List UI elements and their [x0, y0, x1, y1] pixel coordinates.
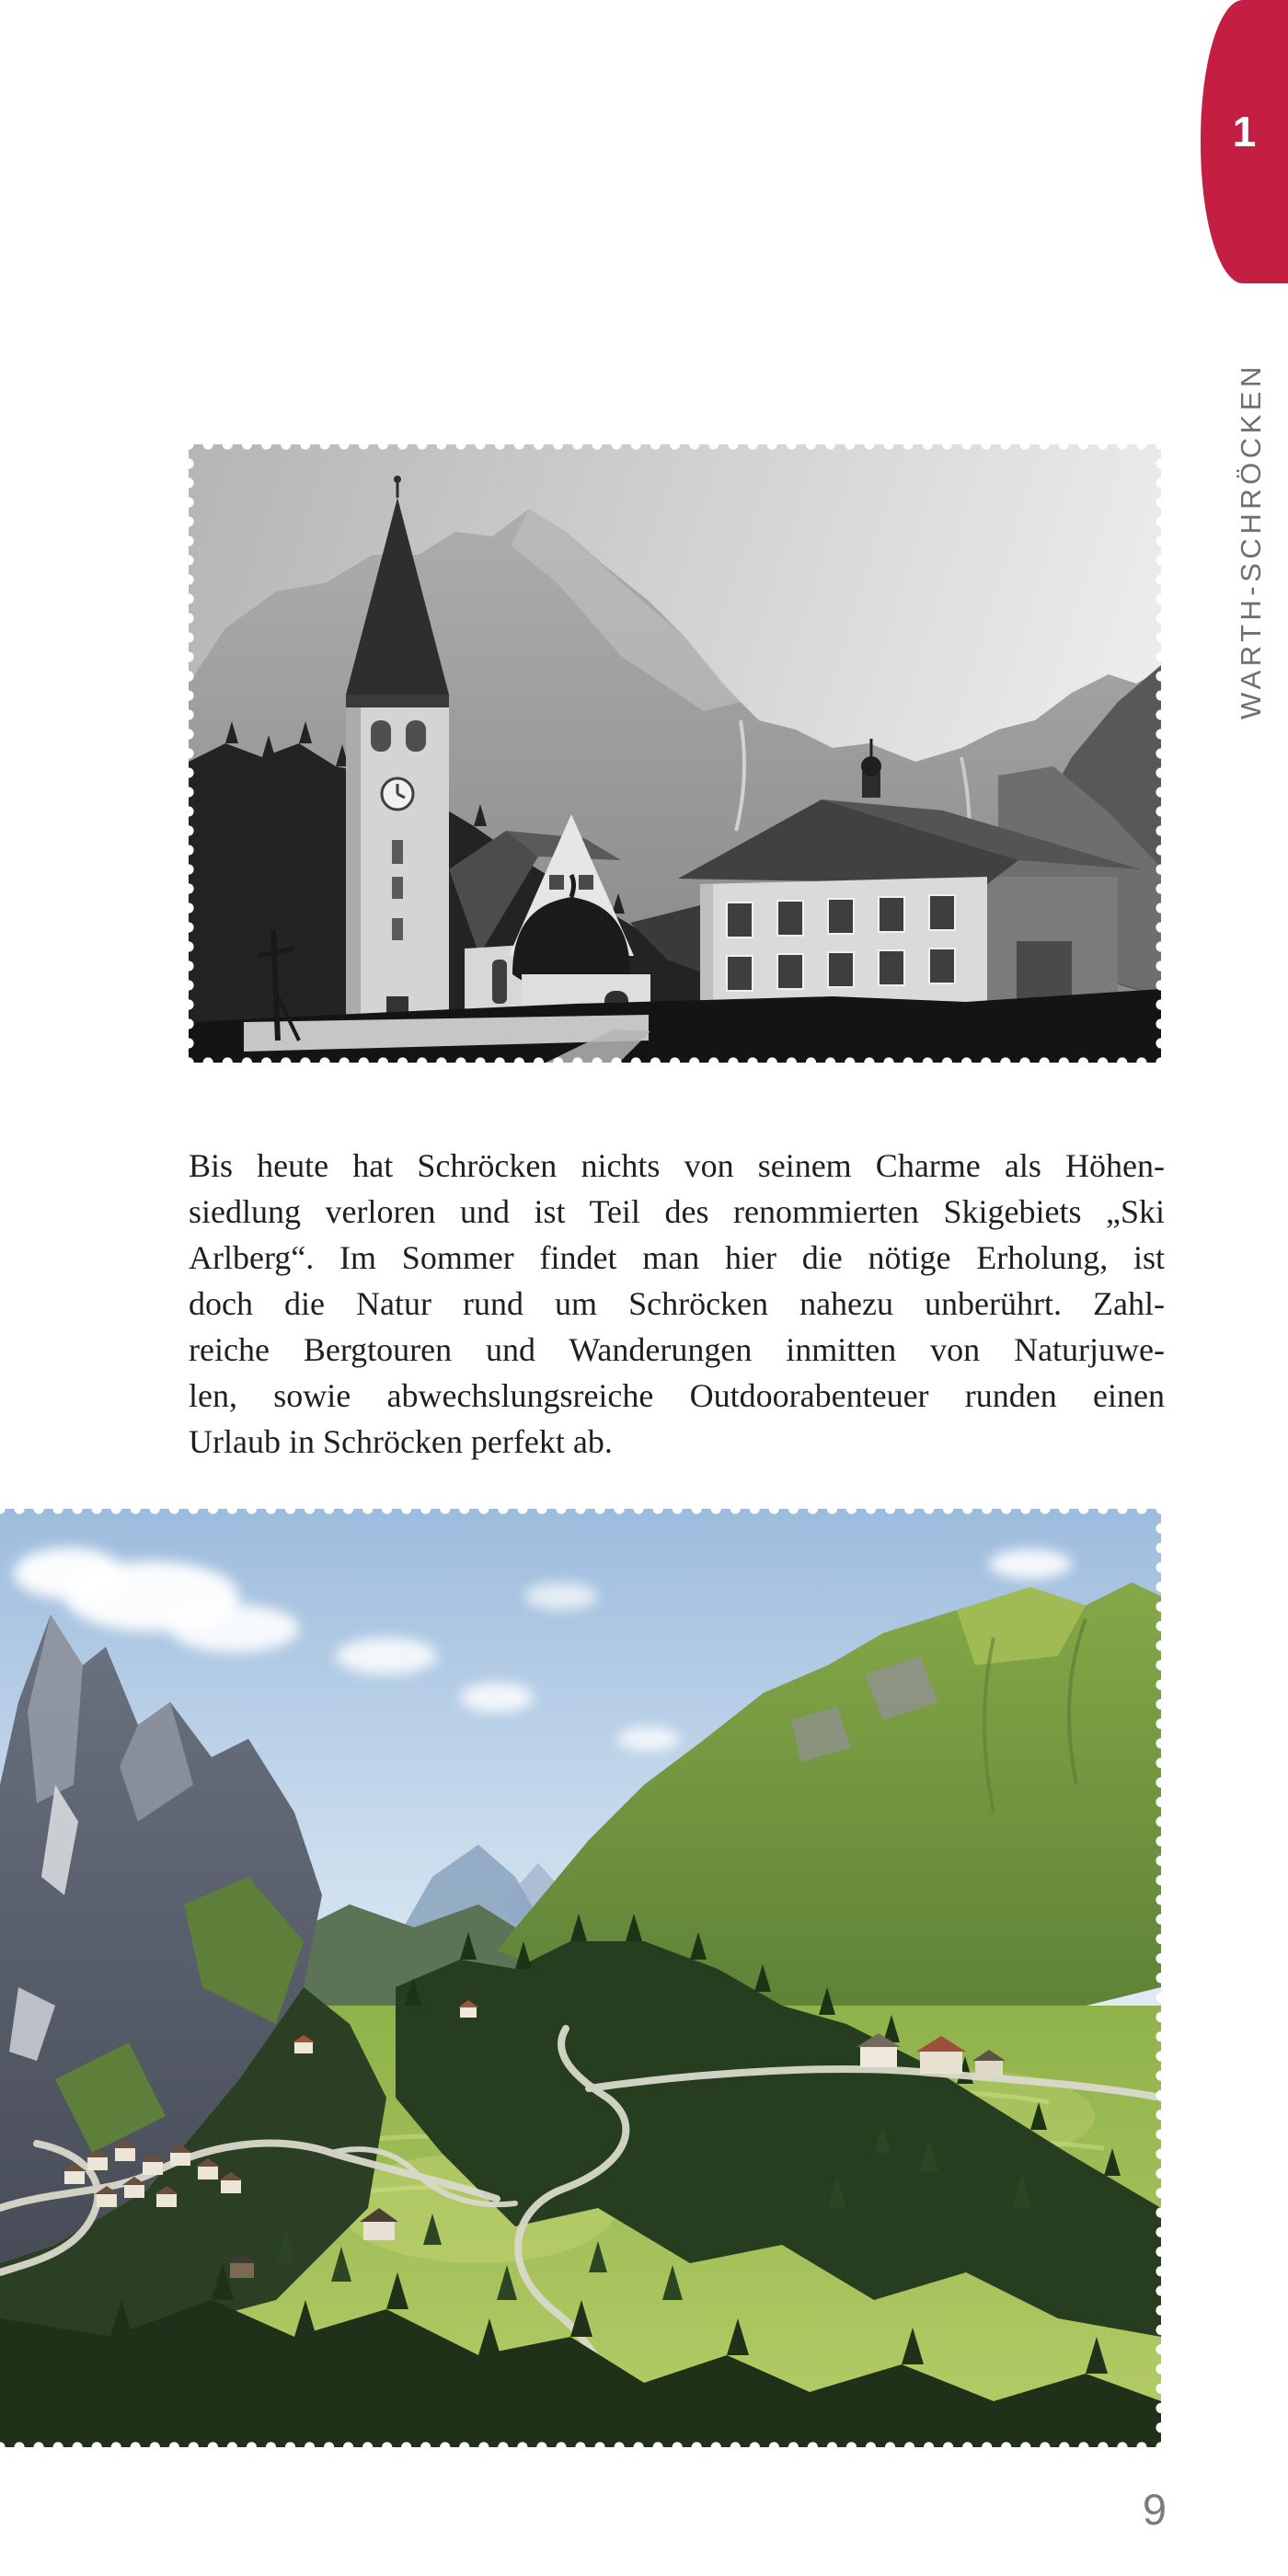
paragraph-line: reiche Bergtouren und Wanderungen inmitten von Naturjuwe-	[189, 1331, 1165, 1368]
paragraph-line: Arlberg“. Im Sommer findet man hier die nötige Erholung, ist	[189, 1239, 1165, 1276]
paragraph-line: Urlaub in Schröcken perfekt ab.	[189, 1423, 613, 1460]
valley-photo	[0, 1509, 1161, 2447]
historic-photo-illustration	[189, 444, 1161, 1063]
chapter-number: 1	[1232, 108, 1257, 155]
paragraph-line: doch die Natur rund um Schröcken nahezu unberührt. Zahl-	[189, 1285, 1165, 1322]
page-number: 9	[1142, 2485, 1167, 2534]
paragraph-line: Bis heute hat Schröcken nichts von seinem Charme als Höhen-	[189, 1147, 1165, 1184]
paragraph-line: siedlung verloren und ist Teil des renommierten Skigebiets „Ski	[189, 1193, 1165, 1230]
historic-photo	[189, 444, 1161, 1063]
paragraph-line: len, sowie abwechslungsreiche Outdoorabenteuer runden einen	[189, 1377, 1165, 1414]
valley-photo-illustration	[0, 1509, 1161, 2447]
body-paragraph	[189, 1143, 1165, 1465]
chapter-tab	[1201, 0, 1288, 283]
chapter-side-label: WARTH-SCHRÖCKEN	[1235, 362, 1267, 719]
